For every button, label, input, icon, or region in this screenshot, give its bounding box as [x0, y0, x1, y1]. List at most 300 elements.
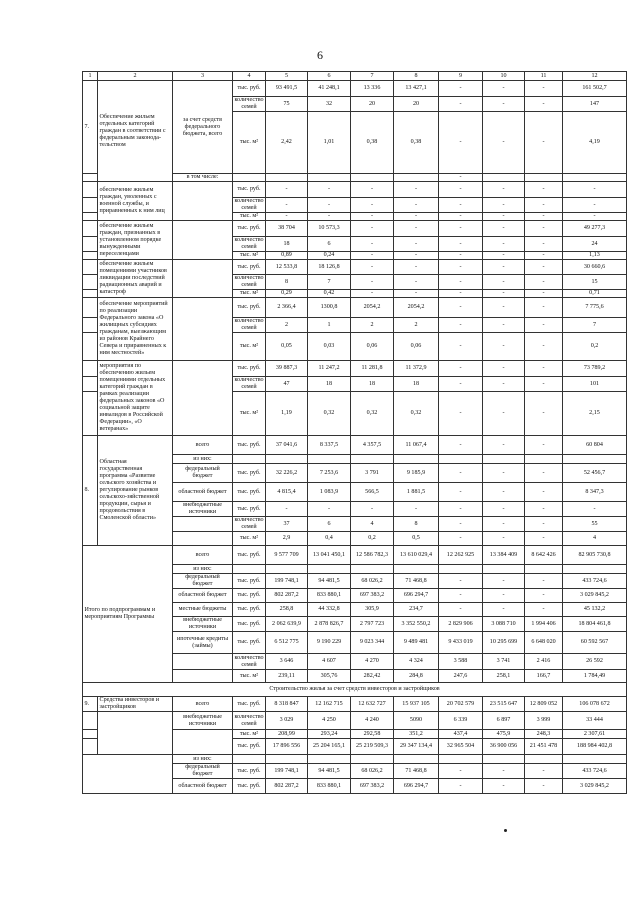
value-cell	[525, 174, 563, 182]
item-name: Средства инвесторов и застройщиков	[98, 697, 173, 712]
value-cell: -	[525, 532, 563, 546]
value-cell: 11 247,2	[308, 361, 351, 377]
value-cell: 18	[266, 237, 308, 252]
unit-cell: тыс. руб.	[233, 739, 266, 755]
value-cell: 8 642 426	[525, 546, 563, 565]
value-cell: 0,06	[351, 333, 394, 361]
unit-cell: количество семей	[234, 97, 264, 110]
column-header: 6	[308, 72, 351, 81]
value-cell: -	[266, 198, 308, 213]
value-cell: -	[525, 517, 563, 532]
value-cell: 9 433 019	[439, 632, 483, 654]
unit-cell: тыс. руб.	[233, 632, 266, 654]
value-cell: 696 294,7	[394, 589, 439, 603]
value-cell: -	[439, 574, 483, 589]
value-cell: -	[483, 260, 525, 275]
item-name: Областная государственная программа «Развитие сельского хозяйства и регулирование рынков сельскохо-зяйственной продукции, сырья и продовольствия в Смоленской области»	[98, 436, 173, 546]
value-cell: 25 204 165,1	[308, 739, 351, 755]
value-cell: -	[439, 532, 483, 546]
value-cell: 1300,8	[308, 298, 351, 318]
value-cell: 199 748,1	[266, 574, 308, 589]
value-cell: -	[483, 517, 525, 532]
value-cell: 37 041,6	[266, 436, 308, 455]
unit-cell: количество семей	[234, 237, 264, 250]
funding-source: местные бюджеты	[173, 603, 233, 617]
value-cell: -	[525, 213, 563, 221]
column-header: 1	[83, 72, 98, 81]
column-header: 8	[394, 72, 439, 81]
value-cell: 1,13	[563, 252, 627, 260]
item-number	[83, 712, 98, 730]
value-cell: 0,03	[308, 333, 351, 361]
funding-source	[173, 182, 233, 221]
value-cell: -	[483, 532, 525, 546]
value-cell	[483, 755, 525, 764]
value-cell: -	[563, 213, 627, 221]
value-cell: -	[525, 361, 563, 377]
item-number	[83, 290, 98, 298]
value-cell: 7 775,6	[563, 298, 627, 318]
value-cell: -	[483, 764, 525, 779]
value-cell: 833 880,1	[308, 779, 351, 794]
value-cell: 9 190 229	[308, 632, 351, 654]
value-cell: 36 900 056	[483, 739, 525, 755]
value-cell	[266, 174, 308, 182]
unit-cell: тыс. руб.	[233, 436, 266, 455]
value-cell: -	[351, 252, 394, 260]
value-cell: -	[483, 779, 525, 794]
funding-source	[173, 260, 233, 298]
item-name: обеспечение жильем граждан, уволенных с военной службы, и приравненных к ним лиц	[98, 182, 173, 221]
value-cell: 696 294,7	[394, 779, 439, 794]
value-cell	[439, 455, 483, 464]
unit-cell: тыс. руб.	[233, 260, 266, 275]
value-cell: 38 704	[266, 221, 308, 237]
value-cell: 71 468,8	[394, 764, 439, 779]
value-cell: 697 383,2	[351, 589, 394, 603]
value-cell: 5090	[394, 712, 439, 730]
value-cell: 258,1	[483, 670, 525, 683]
unit-cell: тыс. м²	[233, 532, 266, 546]
value-cell: 32 965 504	[439, 739, 483, 755]
value-cell: 6	[308, 237, 351, 252]
value-cell: 18 126,8	[308, 260, 351, 275]
value-cell: -	[351, 182, 394, 198]
value-cell: -	[525, 764, 563, 779]
value-cell: -	[483, 392, 525, 436]
value-cell	[308, 455, 351, 464]
value-cell: 188 984 402,8	[563, 739, 627, 755]
unit-cell	[233, 565, 266, 574]
value-cell: -	[483, 464, 525, 483]
table-row	[83, 298, 627, 318]
value-cell: -	[308, 502, 351, 517]
value-cell: -	[394, 221, 439, 237]
value-cell: 12 632 727	[351, 697, 394, 712]
value-cell: -	[439, 779, 483, 794]
value-cell: 23 515 647	[483, 697, 525, 712]
value-cell: -	[439, 221, 483, 237]
value-cell: 208,99	[266, 730, 308, 739]
value-cell: -	[394, 198, 439, 213]
value-cell: -	[525, 275, 563, 290]
value-cell: 0,38	[394, 112, 439, 174]
funding-source: областной бюджет	[173, 589, 233, 603]
funding-source: ипотечные кредиты (займы)	[173, 632, 233, 654]
value-cell: 93 491,5	[266, 81, 308, 97]
value-cell: 15	[563, 275, 627, 290]
value-cell: 13 041 450,1	[308, 546, 351, 565]
unit-cell: тыс. м²	[233, 252, 266, 260]
value-cell: 30 660,6	[563, 260, 627, 275]
value-cell: 2,15	[563, 392, 627, 436]
value-cell: -	[483, 81, 525, 97]
value-cell: 73 789,2	[563, 361, 627, 377]
value-cell: -	[483, 198, 525, 213]
unit-cell: тыс. руб.	[233, 617, 266, 632]
value-cell: 12 586 782,3	[351, 546, 394, 565]
value-cell: -	[394, 237, 439, 252]
header-row	[83, 72, 627, 81]
table-row	[83, 755, 627, 764]
unit-cell	[233, 174, 266, 182]
value-cell: 697 383,2	[351, 779, 394, 794]
value-cell: 24	[563, 237, 627, 252]
value-cell: 1,19	[266, 392, 308, 436]
value-cell: -	[483, 574, 525, 589]
item-number	[83, 182, 98, 198]
value-cell: 0,29	[266, 290, 308, 298]
value-cell: -	[483, 333, 525, 361]
value-cell: 0,71	[563, 290, 627, 298]
value-cell	[563, 755, 627, 764]
value-cell: 37	[266, 517, 308, 532]
value-cell: -	[394, 290, 439, 298]
value-cell: 0,42	[308, 290, 351, 298]
unit-cell: тыс. м²	[233, 392, 266, 436]
value-cell: -	[483, 436, 525, 455]
value-cell: 18	[394, 377, 439, 392]
unit-cell: тыс. руб.	[233, 483, 266, 502]
value-cell: 9 577 709	[266, 546, 308, 565]
value-cell: -	[483, 237, 525, 252]
value-cell: -	[525, 779, 563, 794]
value-cell: -	[563, 502, 627, 517]
item-name: обеспечение мероприятий по реализации Федерального закона «О жилищных субсидиях гражданам, выезжающим из районов Крайнего Севера и приравненных к ним местностей»	[98, 298, 173, 361]
value-cell: 3 999	[525, 712, 563, 730]
value-cell: 3 646	[266, 654, 308, 670]
value-cell	[563, 455, 627, 464]
value-cell: 0,06	[394, 333, 439, 361]
value-cell	[351, 565, 394, 574]
value-cell: 2 307,61	[563, 730, 627, 739]
value-cell: -	[483, 603, 525, 617]
column-header: 9	[439, 72, 483, 81]
value-cell: 15 937 105	[394, 697, 439, 712]
value-cell: 293,24	[308, 730, 351, 739]
value-cell	[394, 455, 439, 464]
value-cell	[525, 755, 563, 764]
value-cell: -	[439, 290, 483, 298]
column-header: 10	[483, 72, 525, 81]
value-cell: 1 881,5	[394, 483, 439, 502]
value-cell: -	[525, 377, 563, 392]
unit-cell: тыс. м²	[233, 670, 266, 683]
unit-cell: тыс. руб.	[233, 574, 266, 589]
value-cell: 9 185,9	[394, 464, 439, 483]
funding-source: всего	[173, 436, 233, 455]
value-cell	[525, 565, 563, 574]
value-cell: -	[439, 275, 483, 290]
value-cell	[351, 755, 394, 764]
value-cell: 2	[351, 318, 394, 333]
value-cell: 284,8	[394, 670, 439, 683]
funding-source	[173, 298, 233, 361]
unit-cell: количество семей	[234, 275, 264, 288]
value-cell: 2,42	[266, 112, 308, 174]
value-cell: 12 162 715	[308, 697, 351, 712]
table-row	[83, 361, 627, 377]
value-cell: 2 062 639,9	[266, 617, 308, 632]
table-row	[83, 697, 627, 712]
section-row	[83, 683, 627, 697]
value-cell: 0,38	[351, 112, 394, 174]
value-cell: 47	[266, 377, 308, 392]
unit-cell: тыс. руб.	[233, 361, 266, 377]
column-header: 4	[233, 72, 266, 81]
funding-source: из них:	[173, 755, 233, 764]
value-cell	[563, 174, 627, 182]
unit-cell: тыс. руб.	[233, 546, 266, 565]
value-cell: -	[439, 213, 483, 221]
unit-cell: тыс. м²	[233, 730, 266, 739]
unit-cell: количество семей	[233, 712, 266, 730]
unit-cell	[233, 455, 266, 464]
value-cell: 2 416	[525, 654, 563, 670]
unit-cell: тыс. м²	[233, 112, 266, 174]
value-cell: 0,24	[308, 252, 351, 260]
value-cell: 68 026,2	[351, 574, 394, 589]
value-cell: -	[439, 182, 483, 198]
value-cell: 802 287,2	[266, 779, 308, 794]
value-cell: 4 607	[308, 654, 351, 670]
item-number	[83, 275, 98, 290]
funding-source: из них:	[173, 565, 233, 574]
value-cell: -	[351, 275, 394, 290]
item-number	[83, 213, 98, 221]
value-cell: -	[525, 252, 563, 260]
unit-cell: тыс. руб.	[233, 764, 266, 779]
value-cell: 41 248,1	[308, 81, 351, 97]
value-cell: 305,76	[308, 670, 351, 683]
value-cell: 60 804	[563, 436, 627, 455]
value-cell: 8 318 847	[266, 697, 308, 712]
table-row	[83, 546, 627, 565]
table-row	[83, 436, 627, 455]
value-cell: 20	[394, 97, 439, 112]
value-cell: -	[525, 333, 563, 361]
value-cell: -	[563, 182, 627, 198]
value-cell: 3 029 845,2	[563, 589, 627, 603]
unit-cell: количество семей	[234, 654, 264, 668]
unit-cell: тыс. руб.	[233, 81, 266, 97]
value-cell: -	[525, 298, 563, 318]
value-cell: -	[483, 213, 525, 221]
value-cell: 4 815,4	[266, 483, 308, 502]
value-cell: -	[483, 290, 525, 298]
value-cell: 45 132,2	[563, 603, 627, 617]
value-cell: 8 347,3	[563, 483, 627, 502]
value-cell: 8	[266, 275, 308, 290]
unit-cell: тыс. м²	[233, 333, 266, 361]
value-cell: 18	[308, 377, 351, 392]
value-cell: 4 324	[394, 654, 439, 670]
value-cell: -	[351, 221, 394, 237]
funding-source: внебюджетные источники	[173, 712, 233, 730]
value-cell: 21 451 478	[525, 739, 563, 755]
value-cell: 13 427,1	[394, 81, 439, 97]
table-row	[83, 221, 627, 237]
unit-cell: тыс. руб.	[233, 182, 266, 198]
value-cell: 20 702 579	[439, 697, 483, 712]
value-cell: 3 741	[483, 654, 525, 670]
value-cell: 20	[351, 97, 394, 112]
value-cell: -	[394, 213, 439, 221]
value-cell: -	[483, 97, 525, 112]
value-cell: -	[525, 483, 563, 502]
value-cell: -	[439, 589, 483, 603]
value-cell: 12 809 052	[525, 697, 563, 712]
value-cell: 6 339	[439, 712, 483, 730]
column-header: 2	[98, 72, 173, 81]
value-cell: 11 372,9	[394, 361, 439, 377]
value-cell: 13 336	[351, 81, 394, 97]
value-cell: 55	[563, 517, 627, 532]
value-cell: -	[308, 182, 351, 198]
value-cell: -	[351, 198, 394, 213]
value-cell: 2,9	[266, 532, 308, 546]
value-cell	[525, 455, 563, 464]
value-cell: 4	[563, 532, 627, 546]
value-cell: 7	[563, 318, 627, 333]
item-name	[98, 712, 173, 755]
item-number	[83, 237, 98, 252]
value-cell: -	[525, 290, 563, 298]
value-cell: 239,11	[266, 670, 308, 683]
column-header: 5	[266, 72, 308, 81]
value-cell: 2 878 826,7	[308, 617, 351, 632]
value-cell: 106 078 672	[563, 697, 627, 712]
value-cell: 2	[394, 318, 439, 333]
value-cell: 11 067,4	[394, 436, 439, 455]
value-cell: 3 029 845,2	[563, 779, 627, 794]
value-cell: -	[525, 603, 563, 617]
value-cell	[394, 755, 439, 764]
value-cell: -	[439, 483, 483, 502]
table-row	[83, 81, 627, 97]
value-cell: -	[439, 298, 483, 318]
value-cell: -	[439, 81, 483, 97]
value-cell: -	[525, 574, 563, 589]
unit-cell: тыс. м²	[233, 290, 266, 298]
funding-source: в том числе:	[173, 174, 233, 182]
value-cell: -	[439, 237, 483, 252]
funding-source	[173, 670, 233, 683]
value-cell: -	[351, 502, 394, 517]
value-cell: 247,6	[439, 670, 483, 683]
unit-cell: тыс. руб.	[233, 298, 266, 318]
value-cell	[394, 565, 439, 574]
value-cell: 6 897	[483, 712, 525, 730]
value-cell: 0,2	[563, 333, 627, 361]
unit-cell: тыс. руб.	[233, 603, 266, 617]
value-cell: -	[525, 198, 563, 213]
value-cell	[308, 565, 351, 574]
funding-source: федеральный бюджет	[173, 464, 233, 483]
item-name: Обеспечение жильем отдельных категорий граждан в соответствии с федеральным законода-тельством	[98, 81, 173, 182]
value-cell: -	[525, 81, 563, 97]
item-number: 9.	[83, 697, 98, 712]
value-cell: -	[439, 377, 483, 392]
value-cell: 234,7	[394, 603, 439, 617]
item-number	[83, 377, 98, 392]
value-cell: 2 366,4	[266, 298, 308, 318]
value-cell: -	[439, 603, 483, 617]
funding-source: федеральный бюджет	[173, 764, 233, 779]
value-cell: -	[266, 182, 308, 198]
value-cell: 1,01	[308, 112, 351, 174]
value-cell: -	[308, 198, 351, 213]
value-cell: -	[439, 764, 483, 779]
value-cell: 292,58	[351, 730, 394, 739]
funding-source	[173, 730, 233, 755]
value-cell: -	[525, 182, 563, 198]
funding-source	[173, 361, 233, 436]
value-cell: -	[483, 298, 525, 318]
value-cell: 0,89	[266, 252, 308, 260]
item-number	[83, 221, 98, 237]
unit-cell: тыс. м²	[233, 213, 266, 221]
value-cell: 802 287,2	[266, 589, 308, 603]
value-cell: -	[439, 112, 483, 174]
unit-cell: тыс. руб.	[233, 697, 266, 712]
value-cell: 12 262 925	[439, 546, 483, 565]
value-cell: 11 281,8	[351, 361, 394, 377]
item-number	[83, 333, 98, 361]
funding-source: внебюджетные источники	[173, 617, 233, 632]
value-cell: 9 023 344	[351, 632, 394, 654]
value-cell: 29 347 134,4	[394, 739, 439, 755]
value-cell: 2 797 723	[351, 617, 394, 632]
value-cell: -	[483, 483, 525, 502]
total-label: Итого по подпрограммам и мероприятиям Программы	[83, 546, 173, 683]
item-number	[83, 198, 98, 213]
value-cell: 0,32	[394, 392, 439, 436]
value-cell: -	[439, 517, 483, 532]
value-cell: 32 226,2	[266, 464, 308, 483]
table-row	[83, 182, 627, 198]
item-number	[83, 392, 98, 436]
value-cell: -	[563, 198, 627, 213]
value-cell: 0,32	[308, 392, 351, 436]
item-number	[83, 174, 98, 182]
value-cell	[563, 565, 627, 574]
unit-cell: тыс. руб.	[233, 464, 266, 483]
value-cell: -	[439, 436, 483, 455]
value-cell: 13 610 029,4	[394, 546, 439, 565]
value-cell: 3 588	[439, 654, 483, 670]
value-cell	[439, 755, 483, 764]
